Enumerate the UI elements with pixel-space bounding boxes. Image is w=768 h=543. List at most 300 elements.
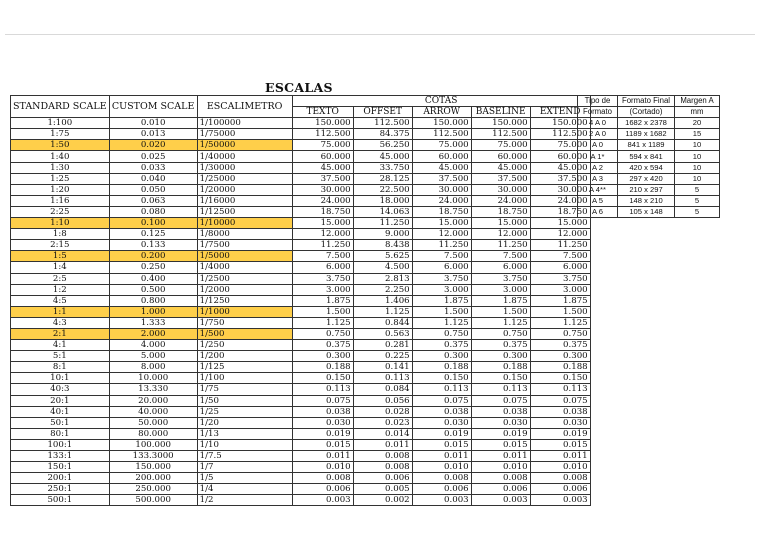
table-row	[11, 317, 591, 328]
cell-extend: 112.500	[530, 129, 590, 140]
cell-custom-scale: 100.000	[109, 439, 197, 450]
cell-margen: 10	[675, 162, 720, 173]
cell-custom-scale: 0.010	[109, 118, 197, 129]
cell-texto: 18.750	[292, 206, 353, 217]
table-row	[11, 251, 591, 262]
cell-tipo: A 0	[578, 140, 618, 151]
cell-offset: 0.008	[353, 451, 412, 462]
cell-escalimetro: 1/16000	[197, 195, 292, 206]
cell-arrow: 12.000	[412, 229, 471, 240]
cell-tipo: A 1*	[578, 151, 618, 162]
cell-baseline: 1.125	[471, 317, 530, 328]
cell-escalimetro: 1/12500	[197, 206, 292, 217]
cell-standard-scale: 4:5	[11, 295, 110, 306]
table-row	[11, 184, 591, 195]
cell-custom-scale: 133.3000	[109, 451, 197, 462]
cell-offset: 0.008	[353, 462, 412, 473]
cell-offset: 4.500	[353, 262, 412, 273]
cell-escalimetro: 1/5000	[197, 251, 292, 262]
cell-offset: 0.011	[353, 439, 412, 450]
cell-arrow: 60.000	[412, 151, 471, 162]
cell-margen: 10	[675, 173, 720, 184]
cell-custom-scale: 0.025	[109, 151, 197, 162]
cell-arrow: 18.750	[412, 206, 471, 217]
cell-texto: 75.000	[292, 140, 353, 151]
cell-extend: 0.030	[530, 417, 590, 428]
cell-arrow: 1.875	[412, 295, 471, 306]
cell-custom-scale: 1.333	[109, 317, 197, 328]
cell-standard-scale: 1:75	[11, 129, 110, 140]
format-row	[578, 151, 720, 162]
cell-baseline: 1.875	[471, 295, 530, 306]
cell-tipo: A 3	[578, 173, 618, 184]
cell-custom-scale: 0.050	[109, 184, 197, 195]
cell-formato: 105 x 148	[618, 206, 675, 217]
cell-margen: 5	[675, 195, 720, 206]
cell-texto: 150.000	[292, 118, 353, 129]
format-row	[578, 206, 720, 217]
cell-tipo: 2 A 0	[578, 129, 618, 140]
table-row	[11, 439, 591, 450]
cell-extend: 11.250	[530, 240, 590, 251]
cell-standard-scale: 20:1	[11, 395, 110, 406]
cell-baseline: 0.015	[471, 439, 530, 450]
cell-extend: 0.019	[530, 428, 590, 439]
table-row	[11, 495, 591, 506]
cell-texto: 0.015	[292, 439, 353, 450]
cell-arrow: 0.038	[412, 406, 471, 417]
cell-standard-scale: 5:1	[11, 351, 110, 362]
cell-texto: 112.500	[292, 129, 353, 140]
table-row	[11, 162, 591, 173]
cell-texto: 6.000	[292, 262, 353, 273]
cell-texto: 60.000	[292, 151, 353, 162]
table-row	[11, 262, 591, 273]
cell-arrow: 0.300	[412, 351, 471, 362]
table-row	[11, 406, 591, 417]
cell-arrow: 0.006	[412, 484, 471, 495]
cell-escalimetro: 1/40000	[197, 151, 292, 162]
header-arrow: ARROW	[412, 107, 471, 118]
cell-formato: 1189 x 1682	[618, 129, 675, 140]
cell-extend: 18.750	[530, 206, 590, 217]
cell-extend: 37.500	[530, 173, 590, 184]
cell-extend: 0.150	[530, 373, 590, 384]
cell-arrow: 0.015	[412, 439, 471, 450]
cell-offset: 2.250	[353, 284, 412, 295]
table-row	[11, 195, 591, 206]
cell-standard-scale: 10:1	[11, 373, 110, 384]
cell-custom-scale: 0.040	[109, 173, 197, 184]
cell-escalimetro: 1/10000	[197, 218, 292, 229]
cell-texto: 0.003	[292, 495, 353, 506]
cell-formato: 594 x 841	[618, 151, 675, 162]
cell-baseline: 75.000	[471, 140, 530, 151]
cell-custom-scale: 4.000	[109, 340, 197, 351]
cell-extend: 0.375	[530, 340, 590, 351]
cell-extend: 0.113	[530, 384, 590, 395]
cell-escalimetro: 1/100000	[197, 118, 292, 129]
header-cotas: COTAS	[292, 96, 590, 107]
cell-arrow: 1.125	[412, 317, 471, 328]
cell-baseline: 0.300	[471, 351, 530, 362]
header-formato-1: Formato Final	[618, 96, 675, 107]
cell-escalimetro: 1/2500	[197, 273, 292, 284]
cell-extend: 0.038	[530, 406, 590, 417]
table-row	[11, 473, 591, 484]
cell-escalimetro: 1/5	[197, 473, 292, 484]
cell-extend: 0.003	[530, 495, 590, 506]
cell-custom-scale: 0.133	[109, 240, 197, 251]
cell-offset: 8.438	[353, 240, 412, 251]
cell-custom-scale: 40.000	[109, 406, 197, 417]
cell-extend: 1.500	[530, 306, 590, 317]
cell-texto: 0.019	[292, 428, 353, 439]
cell-escalimetro: 1/100	[197, 373, 292, 384]
cell-offset: 2.813	[353, 273, 412, 284]
cell-baseline: 0.375	[471, 340, 530, 351]
cell-custom-scale: 0.080	[109, 206, 197, 217]
cell-baseline: 45.000	[471, 162, 530, 173]
scales-table-body	[11, 118, 591, 506]
table-row	[11, 129, 591, 140]
cell-texto: 0.188	[292, 362, 353, 373]
cell-offset: 0.056	[353, 395, 412, 406]
cell-escalimetro: 1/4000	[197, 262, 292, 273]
cell-baseline: 0.075	[471, 395, 530, 406]
table-row	[11, 451, 591, 462]
cell-custom-scale: 0.500	[109, 284, 197, 295]
cell-offset: 84.375	[353, 129, 412, 140]
cell-formato: 297 x 420	[618, 173, 675, 184]
cell-arrow: 1.500	[412, 306, 471, 317]
cell-escalimetro: 1/750	[197, 317, 292, 328]
cell-arrow: 11.250	[412, 240, 471, 251]
cell-offset: 14.063	[353, 206, 412, 217]
cell-texto: 7.500	[292, 251, 353, 262]
cell-extend: 60.000	[530, 151, 590, 162]
cell-escalimetro: 1/7.5	[197, 451, 292, 462]
cell-baseline: 0.750	[471, 328, 530, 339]
cell-texto: 0.750	[292, 328, 353, 339]
cell-baseline: 3.000	[471, 284, 530, 295]
cell-margen: 5	[675, 206, 720, 217]
cell-escalimetro: 1/250	[197, 340, 292, 351]
cell-extend: 12.000	[530, 229, 590, 240]
cell-baseline: 0.003	[471, 495, 530, 506]
header-texto: TEXTO	[292, 107, 353, 118]
cell-custom-scale: 2.000	[109, 328, 197, 339]
cell-escalimetro: 1/75	[197, 384, 292, 395]
cell-custom-scale: 50.000	[109, 417, 197, 428]
cell-standard-scale: 80:1	[11, 428, 110, 439]
cell-escalimetro: 1/500	[197, 328, 292, 339]
cell-extend: 24.000	[530, 195, 590, 206]
cell-escalimetro: 1/50	[197, 395, 292, 406]
cell-arrow: 24.000	[412, 195, 471, 206]
cell-texto: 0.010	[292, 462, 353, 473]
table-row	[11, 373, 591, 384]
cell-tipo: A 5	[578, 195, 618, 206]
cell-offset: 0.113	[353, 373, 412, 384]
cell-arrow: 150.000	[412, 118, 471, 129]
cell-extend: 0.011	[530, 451, 590, 462]
table-row	[11, 173, 591, 184]
cell-standard-scale: 2:15	[11, 240, 110, 251]
cell-escalimetro: 1/125	[197, 362, 292, 373]
cell-offset: 1.406	[353, 295, 412, 306]
table-row	[11, 484, 591, 495]
cell-arrow: 0.008	[412, 473, 471, 484]
cell-extend: 30.000	[530, 184, 590, 195]
header-offset: OFFSET	[353, 107, 412, 118]
table-row	[11, 140, 591, 151]
cell-texto: 0.150	[292, 373, 353, 384]
cell-custom-scale: 5.000	[109, 351, 197, 362]
cell-offset: 9.000	[353, 229, 412, 240]
table-row	[11, 218, 591, 229]
cell-texto: 24.000	[292, 195, 353, 206]
cell-escalimetro: 1/2000	[197, 284, 292, 295]
cell-extend: 45.000	[530, 162, 590, 173]
cell-texto: 1.125	[292, 317, 353, 328]
cell-baseline: 3.750	[471, 273, 530, 284]
cell-standard-scale: 1:10	[11, 218, 110, 229]
cell-offset: 0.002	[353, 495, 412, 506]
cell-texto: 0.030	[292, 417, 353, 428]
cell-escalimetro: 1/1000	[197, 306, 292, 317]
cell-standard-scale: 1:5	[11, 251, 110, 262]
cell-escalimetro: 1/2	[197, 495, 292, 506]
cell-escalimetro: 1/30000	[197, 162, 292, 173]
cell-margen: 20	[675, 118, 720, 129]
cell-baseline: 6.000	[471, 262, 530, 273]
format-row	[578, 173, 720, 184]
cell-tipo: A 2	[578, 162, 618, 173]
cell-extend: 150.000	[530, 118, 590, 129]
cell-extend: 3.000	[530, 284, 590, 295]
cell-offset: 0.281	[353, 340, 412, 351]
cell-escalimetro: 1/7	[197, 462, 292, 473]
cell-baseline: 0.150	[471, 373, 530, 384]
cell-baseline: 0.188	[471, 362, 530, 373]
table-row	[11, 462, 591, 473]
cell-offset: 56.250	[353, 140, 412, 151]
cell-extend: 1.125	[530, 317, 590, 328]
header-standard-scale: STANDARD SCALE	[11, 96, 110, 118]
cell-custom-scale: 0.063	[109, 195, 197, 206]
header-margen-2: mm	[675, 107, 720, 118]
cell-offset: 0.084	[353, 384, 412, 395]
cell-formato: 210 x 297	[618, 184, 675, 195]
cell-custom-scale: 500.000	[109, 495, 197, 506]
cell-custom-scale: 0.033	[109, 162, 197, 173]
cell-escalimetro: 1/75000	[197, 129, 292, 140]
cell-baseline: 112.500	[471, 129, 530, 140]
cell-custom-scale: 1.000	[109, 306, 197, 317]
header-formato-2: (Cortado)	[618, 107, 675, 118]
cell-texto: 45.000	[292, 162, 353, 173]
cell-arrow: 45.000	[412, 162, 471, 173]
cell-offset: 11.250	[353, 218, 412, 229]
cell-arrow: 15.000	[412, 218, 471, 229]
cell-arrow: 30.000	[412, 184, 471, 195]
table-row	[11, 284, 591, 295]
cell-extend: 75.000	[530, 140, 590, 151]
cell-standard-scale: 2:5	[11, 273, 110, 284]
cell-extend: 0.750	[530, 328, 590, 339]
cell-custom-scale: 0.020	[109, 140, 197, 151]
cell-escalimetro: 1/1250	[197, 295, 292, 306]
cell-offset: 0.028	[353, 406, 412, 417]
cell-texto: 0.038	[292, 406, 353, 417]
cell-baseline: 0.019	[471, 428, 530, 439]
cell-arrow: 0.750	[412, 328, 471, 339]
cell-extend: 0.300	[530, 351, 590, 362]
cell-baseline: 0.038	[471, 406, 530, 417]
cell-texto: 0.075	[292, 395, 353, 406]
cell-custom-scale: 0.013	[109, 129, 197, 140]
cell-offset: 0.141	[353, 362, 412, 373]
cell-extend: 15.000	[530, 218, 590, 229]
cell-escalimetro: 1/13	[197, 428, 292, 439]
cell-arrow: 0.010	[412, 462, 471, 473]
cell-margen: 10	[675, 140, 720, 151]
cell-formato: 1682 x 2378	[618, 118, 675, 129]
cell-standard-scale: 4:1	[11, 340, 110, 351]
cell-standard-scale: 1:2	[11, 284, 110, 295]
cell-baseline: 11.250	[471, 240, 530, 251]
cell-standard-scale: 1:25	[11, 173, 110, 184]
table-row	[11, 340, 591, 351]
cell-texto: 0.008	[292, 473, 353, 484]
cell-custom-scale: 13.330	[109, 384, 197, 395]
cell-custom-scale: 20.000	[109, 395, 197, 406]
cell-offset: 5.625	[353, 251, 412, 262]
cell-formato: 841 x 1189	[618, 140, 675, 151]
cell-custom-scale: 0.400	[109, 273, 197, 284]
cell-texto: 30.000	[292, 184, 353, 195]
cell-offset: 22.500	[353, 184, 412, 195]
cell-arrow: 7.500	[412, 251, 471, 262]
page-top-rule	[5, 34, 755, 35]
cell-extend: 0.075	[530, 395, 590, 406]
cell-arrow: 6.000	[412, 262, 471, 273]
header-escalimetro: ESCALIMETRO	[197, 96, 292, 118]
cell-margen: 15	[675, 129, 720, 140]
cell-custom-scale: 200.000	[109, 473, 197, 484]
cell-extend: 0.008	[530, 473, 590, 484]
cell-standard-scale: 500:1	[11, 495, 110, 506]
header-custom-scale: CUSTOM SCALE	[109, 96, 197, 118]
cell-extend: 0.006	[530, 484, 590, 495]
cell-offset: 112.500	[353, 118, 412, 129]
cell-standard-scale: 2:1	[11, 328, 110, 339]
cell-arrow: 0.150	[412, 373, 471, 384]
cell-baseline: 37.500	[471, 173, 530, 184]
cell-arrow: 112.500	[412, 129, 471, 140]
table-row	[11, 328, 591, 339]
cell-texto: 15.000	[292, 218, 353, 229]
cell-escalimetro: 1/10	[197, 439, 292, 450]
cell-baseline: 0.113	[471, 384, 530, 395]
table-row	[11, 395, 591, 406]
cell-escalimetro: 1/4	[197, 484, 292, 495]
format-table-body	[578, 118, 720, 218]
cell-baseline: 0.011	[471, 451, 530, 462]
cell-extend: 1.875	[530, 295, 590, 306]
cell-formato: 420 x 594	[618, 162, 675, 173]
cell-standard-scale: 4:3	[11, 317, 110, 328]
cell-standard-scale: 40:1	[11, 406, 110, 417]
cell-extend: 3.750	[530, 273, 590, 284]
table-row	[11, 229, 591, 240]
cell-escalimetro: 1/25000	[197, 173, 292, 184]
cell-escalimetro: 1/25	[197, 406, 292, 417]
table-row	[11, 273, 591, 284]
cell-custom-scale: 250.000	[109, 484, 197, 495]
cell-custom-scale: 0.100	[109, 218, 197, 229]
cell-custom-scale: 80.000	[109, 428, 197, 439]
cell-offset: 0.225	[353, 351, 412, 362]
cell-escalimetro: 1/20	[197, 417, 292, 428]
cell-custom-scale: 8.000	[109, 362, 197, 373]
cell-arrow: 0.019	[412, 428, 471, 439]
format-row	[578, 195, 720, 206]
cell-custom-scale: 10.000	[109, 373, 197, 384]
cell-arrow: 3.000	[412, 284, 471, 295]
cell-tipo: A 4**	[578, 184, 618, 195]
cell-texto: 1.875	[292, 295, 353, 306]
cell-texto: 0.375	[292, 340, 353, 351]
cell-standard-scale: 1:16	[11, 195, 110, 206]
cell-standard-scale: 1:50	[11, 140, 110, 151]
cell-offset: 0.005	[353, 484, 412, 495]
cell-texto: 0.300	[292, 351, 353, 362]
cell-baseline: 24.000	[471, 195, 530, 206]
cell-standard-scale: 1:20	[11, 184, 110, 195]
cell-arrow: 0.030	[412, 417, 471, 428]
cell-offset: 33.750	[353, 162, 412, 173]
cell-standard-scale: 1:1	[11, 306, 110, 317]
cell-texto: 0.113	[292, 384, 353, 395]
scales-table	[10, 95, 591, 506]
cell-standard-scale: 133:1	[11, 451, 110, 462]
cell-baseline: 60.000	[471, 151, 530, 162]
table-row	[11, 351, 591, 362]
table-row	[11, 295, 591, 306]
table-row	[11, 118, 591, 129]
cell-custom-scale: 0.800	[109, 295, 197, 306]
cell-offset: 18.000	[353, 195, 412, 206]
cell-extend: 0.010	[530, 462, 590, 473]
cell-standard-scale: 8:1	[11, 362, 110, 373]
header-tipo-1: Tipo de	[578, 96, 618, 107]
cell-custom-scale: 0.200	[109, 251, 197, 262]
cell-standard-scale: 250:1	[11, 484, 110, 495]
table-row	[11, 206, 591, 217]
cell-texto: 12.000	[292, 229, 353, 240]
cell-offset: 0.014	[353, 428, 412, 439]
cell-arrow: 0.075	[412, 395, 471, 406]
table-row	[11, 362, 591, 373]
header-margen-1: Margen A	[675, 96, 720, 107]
cell-standard-scale: 1:4	[11, 262, 110, 273]
cell-standard-scale: 2:25	[11, 206, 110, 217]
page-title: ESCALAS	[265, 80, 333, 95]
cell-tipo: 4 A 0	[578, 118, 618, 129]
cell-arrow: 0.375	[412, 340, 471, 351]
